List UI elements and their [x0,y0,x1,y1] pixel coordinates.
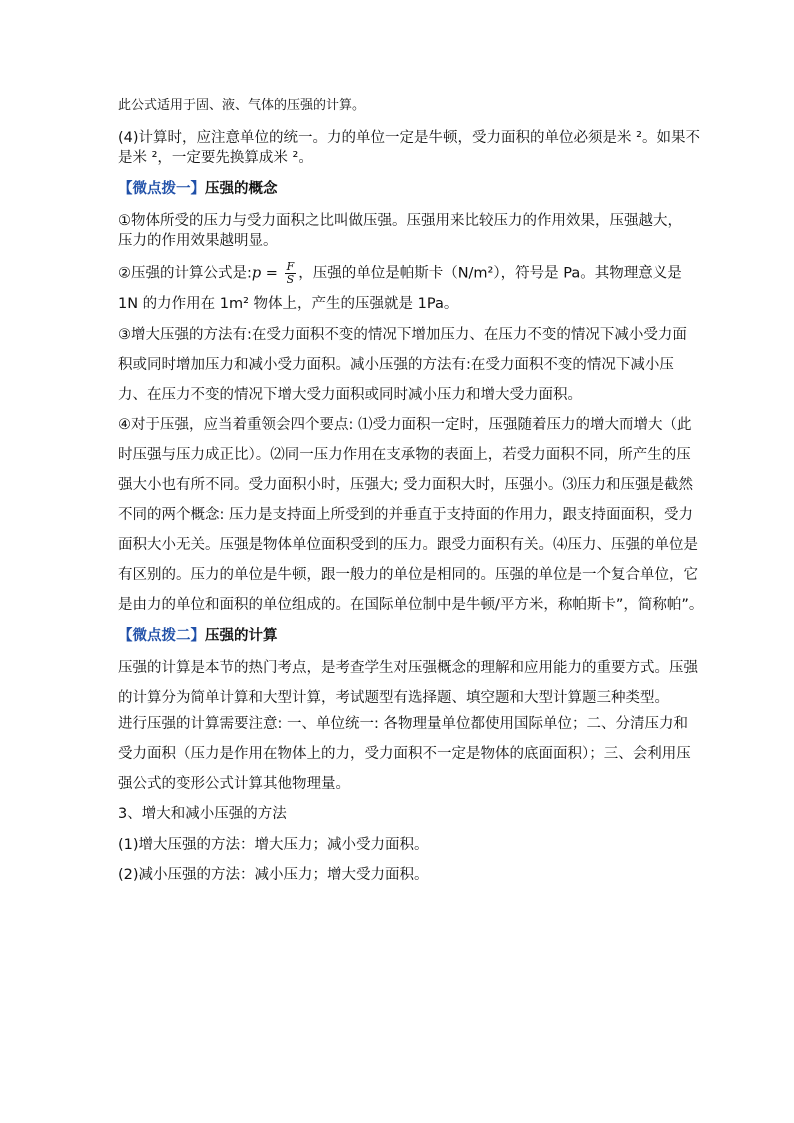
section-heading [118,626,688,646]
paragraph-line: 受力面积（压力是作用在物体上的力，受力面积不一定是物体的底面面积）；三、会利用压 [118,745,691,762]
paragraph-line: ④对于压强，应当着重领会四个要点: ⑴受力面积一定时，压强随着压力的增大而增大（此 [118,417,692,433]
paragraph-line: 强大小也有所不同。受力面积小时，压强大; 受力面积大时，压强小。⑶压力和压强是截然 [118,477,693,493]
paragraph-line: 积或同时增加压力和减小受力面积。减小压强的方法有:在受力面积不变的情况下减小压 [118,356,674,373]
section-title: 3、增大和减小压强的方法 [118,806,287,822]
formula-eq: = [261,265,283,282]
formula-fraction [285,261,297,286]
paragraph-line: ①物体所受的压力与受力面积之比叫做压强。压强用来比较压力的作用效果，压强越大， [118,212,682,229]
paragraph-line: 的计算分为简单计算和大型计算，考试题型有选择题、填空题和大型计算题三种类型。 [118,689,669,706]
paragraph-line: 力、在压力不变的情况下增大受力面积或同时减小压力和增大受力面积。 [118,386,582,403]
formula-numerator: F [286,260,295,273]
paragraph-line: 时压强与压力成正比）。⑵同一压力作用在支承物的表面上，若受力面积不同，所产生的压 [118,447,691,463]
formula-denominator: S [286,273,295,286]
paragraph-line: 强公式的变形公式计算其他物理量。 [118,775,350,792]
list-item: (2)减小压强的方法：减小压力；增大受力面积。 [118,867,429,883]
section-heading [118,179,688,199]
paragraph-line: 1N 的力作用在 1m² 物体上，产生的压强就是 1Pa。 [118,296,459,312]
heading-bracket: 【微点拨二】 [118,627,205,644]
paragraph-line: (4)计算时，应注意单位的统一。力的单位一定是牛顿，受力面积的单位必须是米 ²。如果不 [118,130,700,146]
formula-prefix: ②压强的计算公式是: [118,265,252,282]
paragraph-line: 面积大小无关。压强是物体单位面积受到的压力。跟受力面积有关。⑷压力、压强的单位是 [118,537,698,553]
paragraph-line: 不同的两个概念: 压力是支持面上所受到的并垂直于支持面的作用力，跟支持面面积，受力 [118,507,693,523]
formula-p: p [251,265,262,282]
formula-suffix: ，压强的单位是帕斯卡（N/m²），符号是 Pa。其物理意义是 [298,265,682,282]
paragraph-line: 压力的作用效果越明显。 [118,232,278,249]
paragraph-line: 是米 ²，一定要先换算成米 ²。 [118,150,313,166]
heading-title: 压强的计算 [205,627,278,644]
heading-title: 压强的概念 [205,180,278,197]
paragraph-line: 是由力的单位和面积的单位组成的。在国际单位制中是牛顿/平方米，称帕斯卡”，简称帕”。 [118,597,704,613]
heading-bracket: 【微点拨一】 [118,180,205,197]
document-page [118,96,704,896]
list-item: (1)增大压强的方法：增大压力；减小受力面积。 [118,836,429,853]
paragraph-line: 进行压强的计算需要注意: 一、单位统一: 各物理量单位都使用国际单位；二、分清压力和 [118,715,688,732]
formula-line [118,261,688,286]
paragraph-line: ③增大压强的方法有:在受力面积不变的情况下增加压力、在压力不变的情况下减小受力面 [118,326,687,343]
formula-note: 此公式适用于固、液、气体的压强的计算。 [118,98,366,113]
paragraph-line: 有区别的。压力的单位是牛顿，跟一般力的单位是相同的。压强的单位是一个复合单位，它 [118,567,698,583]
paragraph-line: 压强的计算是本节的热门考点，是考查学生对压强概念的理解和应用能力的重要方式。压强 [118,659,698,676]
